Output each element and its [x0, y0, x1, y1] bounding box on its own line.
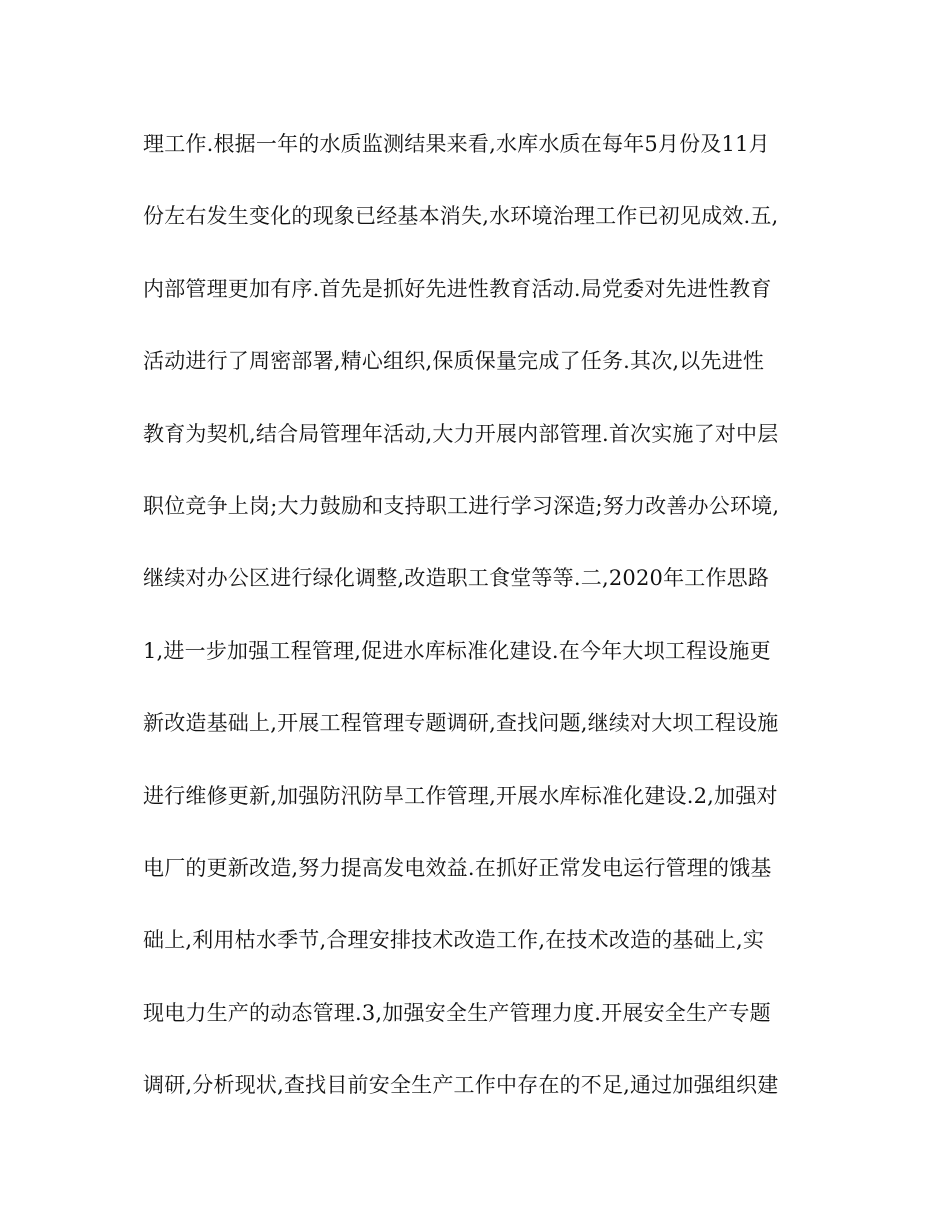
text-line: 职位竞争上岗;大力鼓励和支持职工进行学习深造;努力改善办公环境,	[143, 493, 780, 518]
text-line: 份左右发生变化的现象已经基本消失,水环境治理工作已初见成效.五,	[143, 204, 779, 229]
text-line: 内部管理更加有序.首先是抓好先进性教育活动.局党委对先进性教育	[143, 276, 772, 301]
text-line: 活动进行了周密部署,精心组织,保质保量完成了任务.其次,以先进性	[143, 349, 765, 374]
text-line: 继续对办公区进行绿化调整,改造职工食堂等等.二,2020年工作思路	[143, 566, 770, 591]
body-text	[143, 119, 823, 1132]
text-line: 电厂的更新改造,努力提高发电效益.在抓好正常发电运行管理的饿基	[143, 855, 772, 880]
text-line: 进行维修更新,加强防汛防旱工作管理,开展水库标准化建设.2,加强对	[143, 783, 778, 808]
text-line: 新改造基础上,开展工程管理专题调研,查找问题,继续对大坝工程设施	[143, 711, 779, 736]
text-line: 1,进一步加强工程管理,促进水库标准化建设.在今年大坝工程设施更	[143, 638, 771, 663]
text-line: 理工作.根据一年的水质监测结果来看,水库水质在每年5月份及11月	[143, 132, 770, 156]
text-line: 教育为契机,结合局管理年活动,大力开展内部管理.首次实施了对中层	[143, 421, 779, 446]
text-line: 现电力生产的动态管理.3,加强安全生产管理力度.开展安全生产专题	[143, 1000, 771, 1025]
text-line: 调研,分析现状,查找目前安全生产工作中存在的不足,通过加强组织建	[143, 1073, 779, 1098]
text-line: 础上,利用枯水季节,合理安排技术改造工作,在技术改造的基础上,实	[143, 928, 765, 953]
